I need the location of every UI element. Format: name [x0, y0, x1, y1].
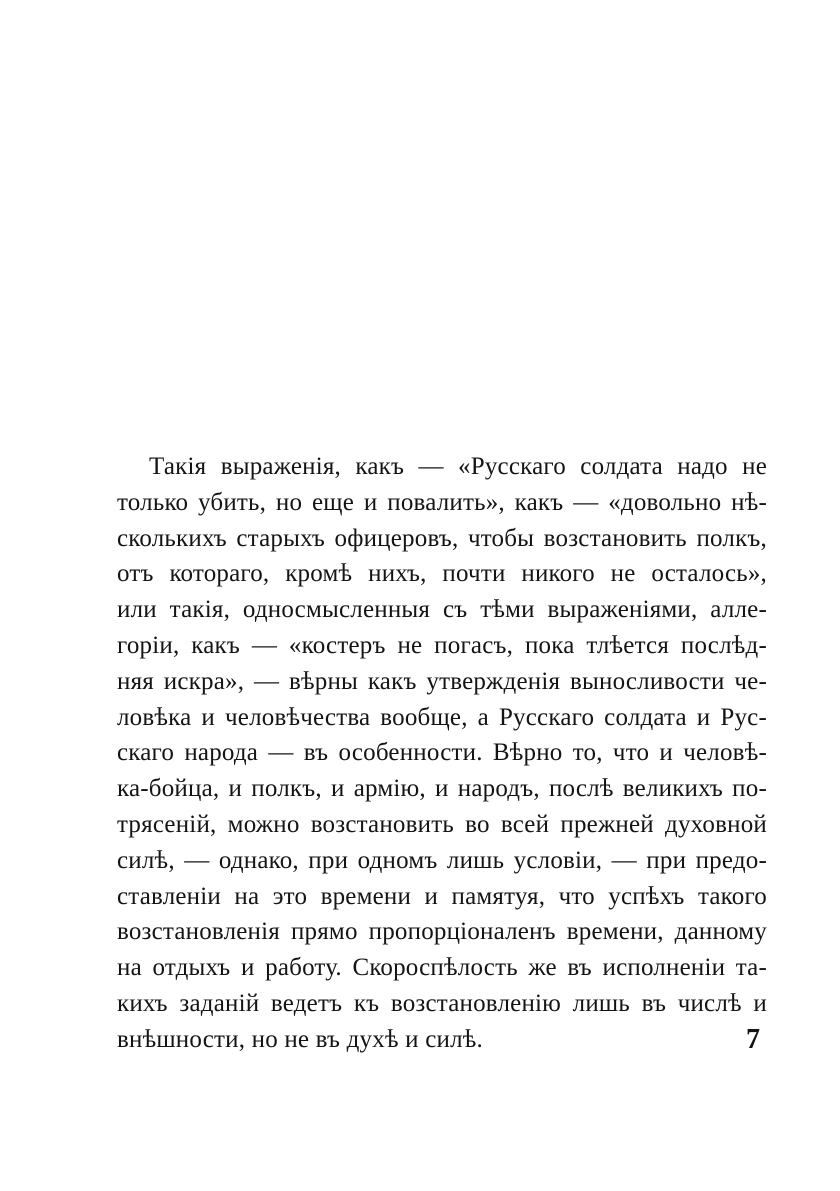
paragraph-line: горіи, какъ — «костеръ не погасъ, пока тлѣется послѣд-: [117, 631, 767, 659]
paragraph-line: сколькихъ старыхъ офицеровъ, чтобы возстановить полкъ,: [117, 524, 767, 552]
page-number: 7: [746, 1024, 760, 1055]
paragraph-line: возстановленія прямо пропорціоналенъ времени, данному: [117, 918, 767, 946]
paragraph-line: кихъ заданій ведетъ къ возстановленію лишь въ числѣ и: [117, 989, 767, 1017]
paragraph-line: на отдыхъ и работу. Скороспѣлость же въ исполненіи та-: [117, 954, 767, 982]
paragraph-line: няя искра», — вѣрны какъ утвержденія выносливости че-: [117, 667, 767, 695]
paragraph: [117, 449, 767, 1058]
paragraph-line: или такія, односмысленныя съ тѣми выраженіями, алле-: [117, 596, 767, 624]
paragraph-line: ка-бойца, и полкъ, и армію, и народъ, послѣ великихъ по-: [117, 775, 767, 803]
paragraph-line: отъ котораго, кромѣ нихъ, почти никого не осталось»,: [117, 560, 767, 588]
paragraph-line: внѣшности, но не въ духѣ и силѣ.: [117, 1025, 483, 1053]
paragraph-line: силѣ, — однако, при одномъ лишь условіи, — при предо-: [117, 846, 767, 874]
paragraph-line: Такія выраженія, какъ — «Русскаго солдата надо не: [149, 453, 767, 480]
paragraph-line: трясеній, можно возстановить во всей прежней духовной: [117, 810, 767, 838]
paragraph-line: ловѣка и человѣчества вообще, а Русскаго солдата и Рус-: [117, 703, 767, 731]
paragraph-line: скаго народа — въ особенности. Вѣрно то, что и человѣ-: [117, 739, 767, 767]
paragraph-line: только убить, но еще и повалить», какъ — «довольно нѣ-: [117, 488, 767, 516]
paragraph-line: ставленіи на это времени и памятуя, что успѣхъ такого: [117, 882, 767, 910]
